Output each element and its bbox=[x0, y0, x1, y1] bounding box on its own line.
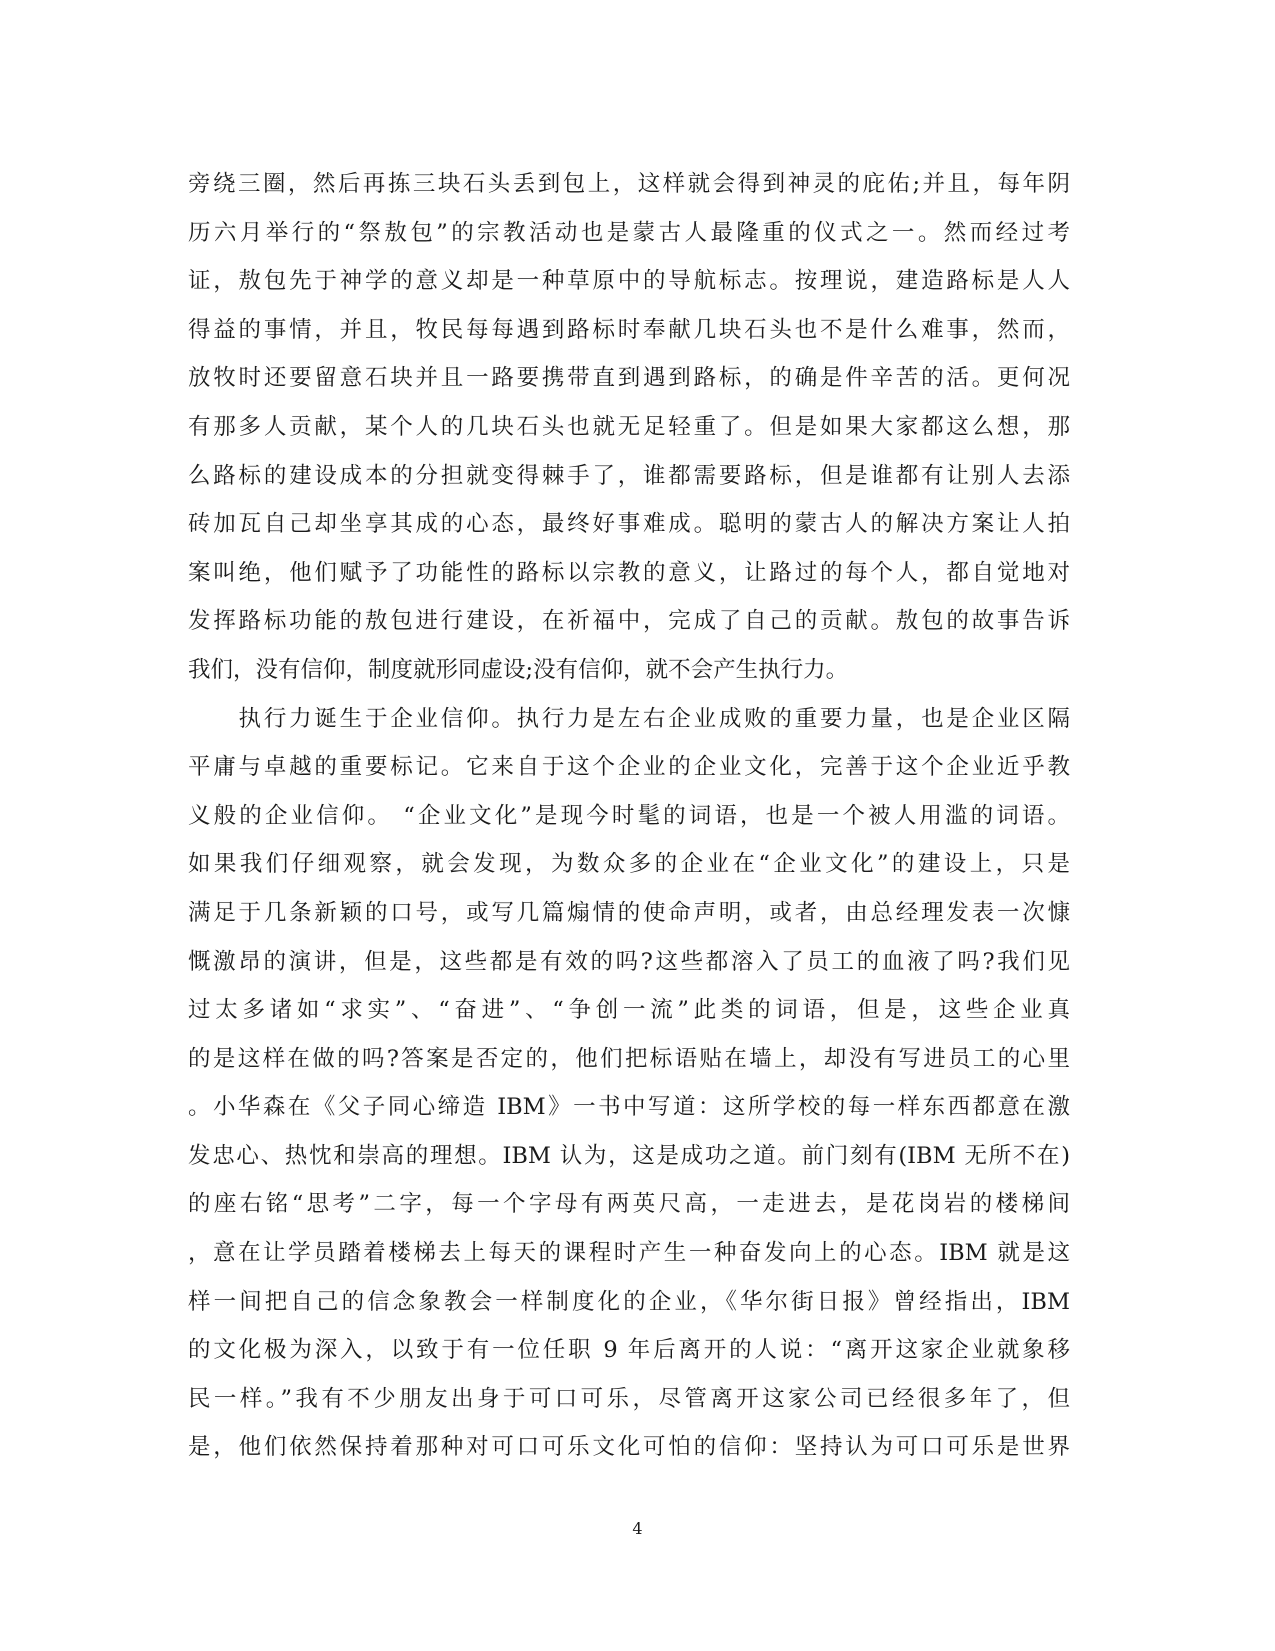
text-line: 发忠心、热忱和崇高的理想。IBM 认为，这是成功之道。前门刻有(IBM 无所不在) bbox=[188, 1142, 1070, 1169]
text-line: 的是这样在做的吗?答案是否定的，他们把标语贴在墙上，却没有写进员工的心里 bbox=[188, 1045, 1070, 1072]
text-line: 么路标的建设成本的分担就变得棘手了，谁都需要路标，但是谁都有让别人去添 bbox=[188, 462, 1070, 489]
text-line: 执行力诞生于企业信仰。执行力是左右企业成败的重要力量，也是企业区隔 bbox=[188, 705, 1070, 732]
text-line: 我们，没有信仰，制度就形同虚设;没有信仰，就不会产生执行力。 bbox=[188, 656, 849, 683]
text-line: 样一间把自己的信念象教会一样制度化的企业，《华尔街日报》曾经指出，IBM bbox=[188, 1288, 1070, 1315]
text-line: 。小华森在《父子同心缔造 IBM》一书中写道：这所学校的每一样东西都意在激 bbox=[188, 1094, 1070, 1121]
text-line: 平庸与卓越的重要标记。它来自于这个企业的企业文化，完善于这个企业近乎教 bbox=[188, 754, 1070, 781]
text-line: 有那多人贡献，某个人的几块石头也就无足轻重了。但是如果大家都这么想，那 bbox=[188, 413, 1070, 440]
text-line: ，意在让学员踏着楼梯去上每天的课程时产生一种奋发向上的心态。IBM 就是这 bbox=[188, 1240, 1070, 1267]
text-line: 案叫绝，他们赋予了功能性的路标以宗教的意义，让路过的每个人，都自觉地对 bbox=[188, 559, 1070, 586]
text-line: 满足于几条新颖的口号，或写几篇煽情的使命声明，或者，由总经理发表一次慷 bbox=[188, 899, 1070, 926]
text-line: 如果我们仔细观察，就会发现，为数众多的企业在“企业文化”的建设上，只是 bbox=[188, 851, 1070, 878]
text-line: 旁绕三圈，然后再拣三块石头丢到包上，这样就会得到神灵的庇佑;并且，每年阴 bbox=[188, 171, 1070, 197]
text-line: 的座右铭“思考”二字，每一个字母有两英尺高，一走进去，是花岗岩的楼梯间 bbox=[188, 1191, 1070, 1218]
text-line: 发挥路标功能的敖包进行建设，在祈福中，完成了自己的贡献。敖包的故事告诉 bbox=[188, 608, 1070, 635]
text-line: 民一样。”我有不少朋友出身于可口可乐，尽管离开这家公司已经很多年了，但 bbox=[188, 1385, 1070, 1412]
text-line: 过太多诸如“求实”、“奋进”、“争创一流”此类的词语，但是，这些企业真 bbox=[188, 997, 1070, 1024]
text-line: 历六月举行的“祭敖包”的宗教活动也是蒙古人最隆重的仪式之一。然而经过考 bbox=[188, 219, 1070, 246]
paragraph-2 bbox=[188, 695, 1070, 1473]
text-line: 义般的企业信仰。 “企业文化”是现今时髦的词语，也是一个被人用滥的词语。 bbox=[188, 802, 1070, 829]
text-line: 砖加瓦自己却坐享其成的心态，最终好事难成。聪明的蒙古人的解决方案让人拍 bbox=[188, 511, 1070, 538]
body-text bbox=[188, 160, 1070, 1472]
text-line: 慨激昂的演讲，但是，这些都是有效的吗?这些都溶入了员工的血液了吗?我们见 bbox=[188, 948, 1070, 975]
text-line: 的文化极为深入，以致于有一位任职 9 年后离开的人说：“离开这家企业就象移 bbox=[188, 1337, 1070, 1364]
text-line: 是，他们依然保持着那种对可口可乐文化可怕的信仰：坚持认为可口可乐是世界 bbox=[188, 1434, 1070, 1461]
paragraph-1 bbox=[188, 160, 1070, 695]
page-number: 4 bbox=[632, 1519, 643, 1538]
text-line: 证，敖包先于神学的意义却是一种草原中的导航标志。按理说，建造路标是人人 bbox=[188, 268, 1070, 295]
text-line: 放牧时还要留意石块并且一路要携带直到遇到路标，的确是件辛苦的活。更何况 bbox=[188, 365, 1070, 392]
text-line: 得益的事情，并且，牧民每每遇到路标时奉献几块石头也不是什么难事，然而， bbox=[188, 316, 1070, 343]
